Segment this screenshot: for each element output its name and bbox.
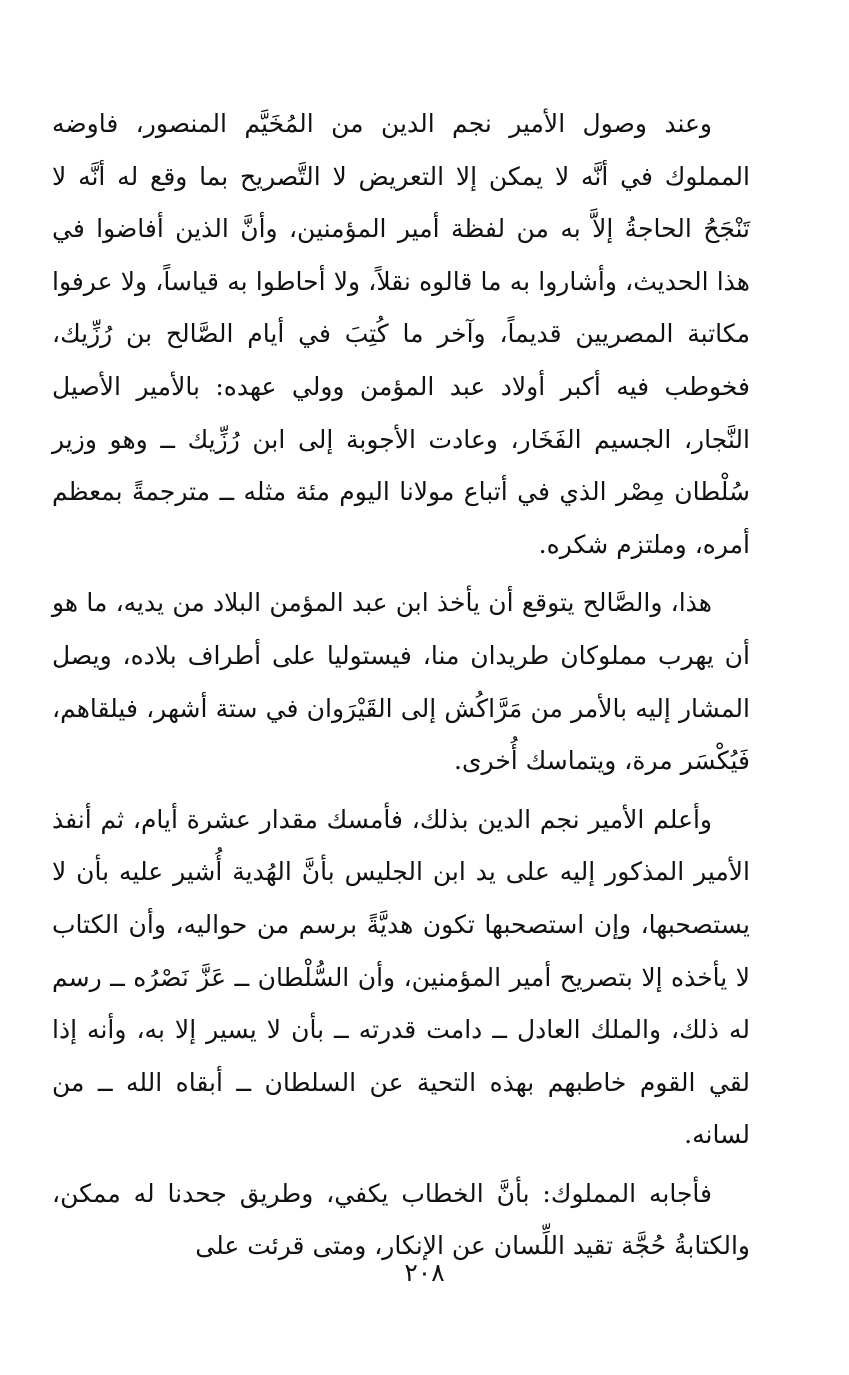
paragraph: فأجابه المملوك: بأنَّ الخطاب يكفي، وطريق جحدنا له ممكن، والكتابةُ حُجَّة تقيد اللِّسان عن الإنكار، ومتى قرئت على: [52, 1178, 750, 1261]
page-number: ٢٠٨: [404, 1258, 445, 1287]
paragraph: هذا، والصَّالح يتوقع أن يأخذ ابن عبد المؤمن البلاد من يديه، ما هو أن يهرب مملوكان طريدان منا، فيستوليا على أطراف بلاده، ويصل المشار إليه بالأمر من مَرَّاكُش إلى القَيْرَوان في ستة أشهر، فيلقاهم، فَيُكْسَر مرة، ويتماسك أُخرى.: [52, 588, 750, 776]
paragraph: وأعلم الأمير نجم الدين بذلك، فأمسك مقدار عشرة أيام، ثم أنفذ الأمير المذكور إليه على يد ابن الجليس بأنَّ الهُدية أُشير عليه بأن لا يستصحبها، وإن استصحبها تكون هديَّةً برسم من حواليه، وأن الكتاب لا يأخذه إلا بتصريح أمير المؤمنين، وأن السُّلْطان ــ عَزَّ نَصْرُه ــ رسم له ذلك، والملك العادل ــ دامت قدرته ــ بأن لا يسير إلا به، وأنه إذا لقي القوم خاطبهم بهذه التحية عن السلطان ــ أبقاه الله ــ من لسانه.: [52, 804, 750, 1150]
body-text: [52, 98, 750, 1279]
paragraph: وعند وصول الأمير نجم الدين من المُخَيَّم المنصور، فاوضه المملوك في أنَّه لا يمكن إلا التعريض لا التَّصريح بما وقع له أنَّه لا تَنْجَحُ الحاجةُ إلاَّ به من لفظة أمير المؤمنين، وأنَّ الذين أفاضوا في هذا الحديث، وأشاروا به ما قالوه نقلاً، ولا أحاطوا به قياساً، ولا عرفوا مكاتبة المصريين قديماً، وآخر ما كُتِبَ في أيام الصَّالح بن رُزِّيك، فخوطب فيه أكبر أولاد عبد المؤمن وولي عهده: بالأمير الأصيل النَّجار، الجسيم الفَخَار، وعادت الأجوبة إلى ابن رُزِّيك ــ وهو وزير سُلْطان مِصْر الذي في أتباع مولانا اليوم مئة مثله ــ مترجمةً بمعظم أمره، وملتزم شكره.: [52, 109, 750, 559]
